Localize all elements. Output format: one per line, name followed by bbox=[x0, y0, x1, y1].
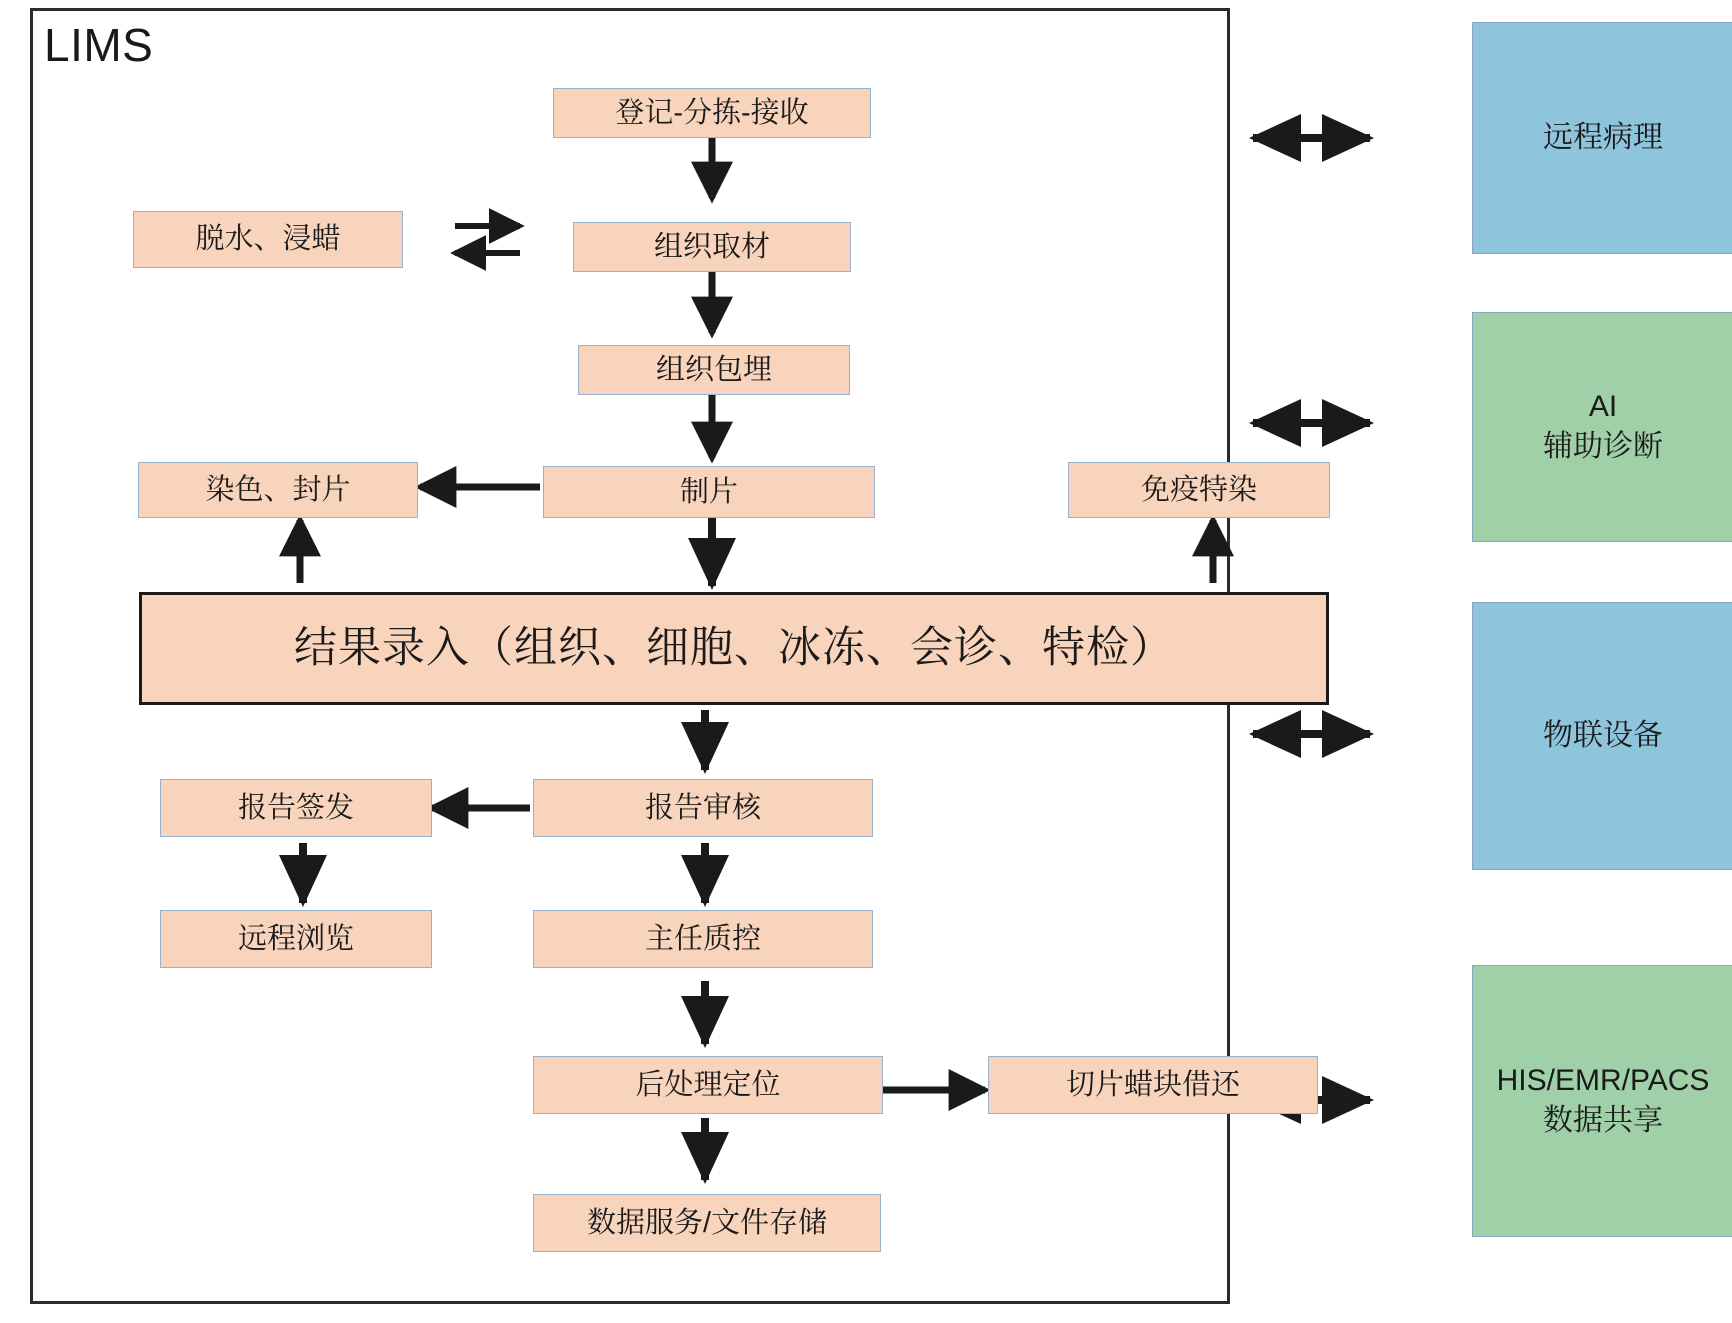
node-slide-block-loan[interactable]: 切片蜡块借还 bbox=[988, 1056, 1318, 1114]
node-result-entry[interactable]: 结果录入（组织、细胞、冰冻、会诊、特检） bbox=[139, 592, 1329, 705]
node-dehydrate[interactable]: 脱水、浸蜡 bbox=[133, 211, 403, 268]
system-his-emr-pacs[interactable] bbox=[1472, 965, 1732, 1237]
lims-title: LIMS bbox=[44, 19, 154, 71]
system-telepathology[interactable]: 远程病理 bbox=[1472, 22, 1732, 254]
system-his-line1: HIS/EMR/PACS bbox=[1496, 1063, 1710, 1097]
system-ai-diagnosis[interactable] bbox=[1472, 312, 1732, 542]
node-report-issue[interactable]: 报告签发 bbox=[160, 779, 432, 837]
node-immuno[interactable]: 免疫特染 bbox=[1068, 462, 1330, 518]
node-remote-view[interactable]: 远程浏览 bbox=[160, 910, 432, 968]
node-report-review[interactable]: 报告审核 bbox=[533, 779, 873, 837]
node-director-qc[interactable]: 主任质控 bbox=[533, 910, 873, 968]
system-ai-line2: 辅助诊断 bbox=[1543, 430, 1663, 463]
node-embedding[interactable]: 组织包埋 bbox=[578, 345, 850, 395]
node-sampling[interactable]: 组织取材 bbox=[573, 222, 851, 272]
node-staining[interactable]: 染色、封片 bbox=[138, 462, 418, 518]
system-ai-line1: AI bbox=[1588, 389, 1618, 423]
node-sectioning[interactable]: 制片 bbox=[543, 466, 875, 518]
node-register[interactable]: 登记-分拣-接收 bbox=[553, 88, 871, 138]
system-his-line2: 数据共享 bbox=[1543, 1104, 1663, 1137]
node-post-processing[interactable]: 后处理定位 bbox=[533, 1056, 883, 1114]
system-iot-devices[interactable]: 物联设备 bbox=[1472, 602, 1732, 870]
node-data-storage[interactable]: 数据服务/文件存储 bbox=[533, 1194, 881, 1252]
